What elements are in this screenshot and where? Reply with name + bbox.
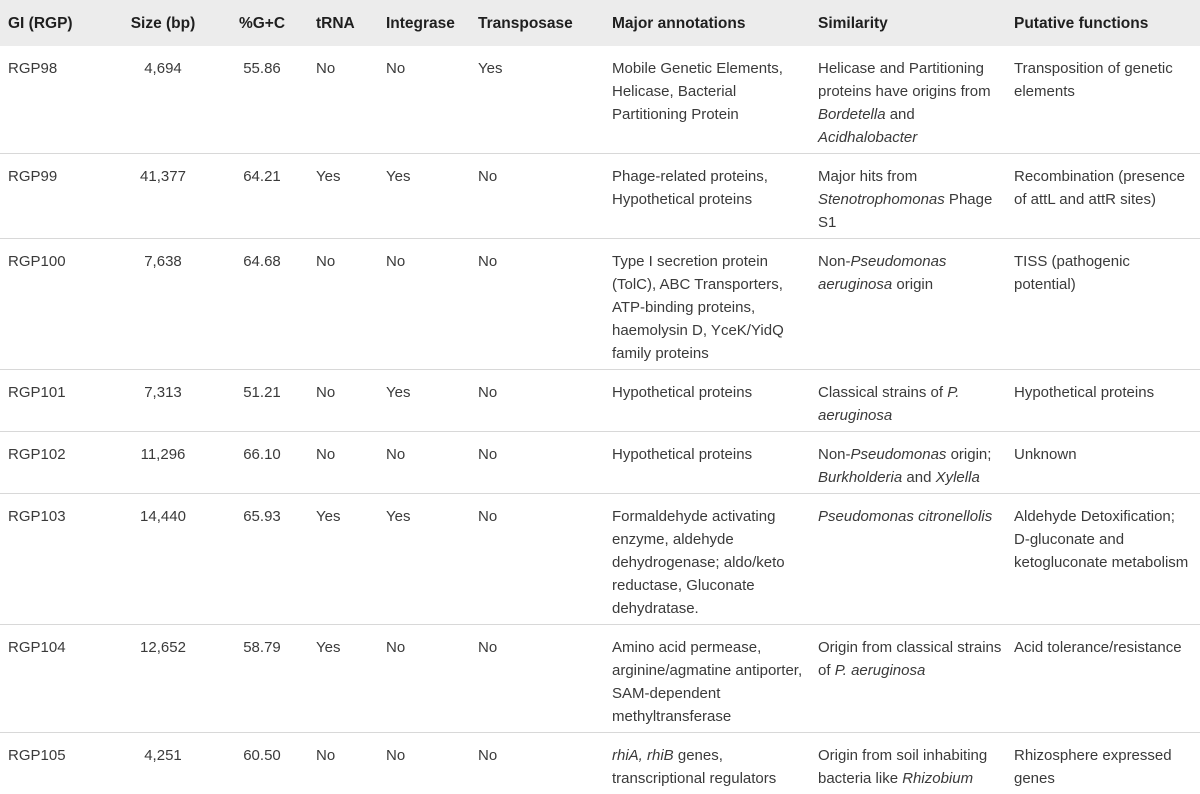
cell-gi: RGP100 [0, 239, 112, 370]
cell-gi: RGP105 [0, 733, 112, 794]
cell-annotations: Phage-related proteins, Hypothetical proteins [606, 154, 812, 239]
cell-gi: RGP104 [0, 625, 112, 733]
cell-trna: No [310, 733, 380, 794]
header-integrase: Integrase [380, 0, 472, 46]
cell-similarity: Origin from classical strains of P. aeruginosa [812, 625, 1008, 733]
table-row [0, 370, 1200, 432]
cell-similarity: Classical strains of P. aeruginosa [812, 370, 1008, 432]
cell-annotations: Amino acid permease, arginine/agmatine antiporter, SAM-dependent methyltransferase [606, 625, 812, 733]
cell-gc: 64.21 [214, 154, 310, 239]
cell-functions: Aldehyde Detoxification; D-gluconate and ketogluconate metabolism [1008, 494, 1200, 625]
cell-gc: 65.93 [214, 494, 310, 625]
cell-transposase: No [472, 625, 606, 733]
cell-similarity: Non-Pseudomonas aeruginosa origin [812, 239, 1008, 370]
cell-size: 4,251 [112, 733, 214, 794]
cell-gc: 66.10 [214, 432, 310, 494]
cell-gc: 58.79 [214, 625, 310, 733]
cell-gi: RGP103 [0, 494, 112, 625]
cell-gc: 51.21 [214, 370, 310, 432]
cell-trna: No [310, 46, 380, 154]
cell-similarity: Helicase and Partitioning proteins have origins from Bordetella and Acidhalobacter [812, 46, 1008, 154]
cell-trna: Yes [310, 494, 380, 625]
cell-integrase: No [380, 239, 472, 370]
header-similarity: Similarity [812, 0, 1008, 46]
cell-gi: RGP102 [0, 432, 112, 494]
header-functions: Putative functions [1008, 0, 1200, 46]
table-row [0, 733, 1200, 794]
cell-trna: No [310, 370, 380, 432]
cell-gi: RGP98 [0, 46, 112, 154]
cell-integrase: No [380, 432, 472, 494]
cell-size: 14,440 [112, 494, 214, 625]
cell-functions: Transposition of genetic elements [1008, 46, 1200, 154]
cell-integrase: No [380, 625, 472, 733]
cell-trna: Yes [310, 625, 380, 733]
cell-annotations: Type I secretion protein (TolC), ABC Transporters, ATP-binding proteins, haemolysin D, YceK/YidQ family proteins [606, 239, 812, 370]
cell-size: 4,694 [112, 46, 214, 154]
cell-annotations: Hypothetical proteins [606, 432, 812, 494]
header-gc: %G+C [214, 0, 310, 46]
header-annotations: Major annotations [606, 0, 812, 46]
cell-transposase: No [472, 432, 606, 494]
cell-functions: Hypothetical proteins [1008, 370, 1200, 432]
cell-functions: Acid tolerance/resistance [1008, 625, 1200, 733]
cell-functions: TISS (pathogenic potential) [1008, 239, 1200, 370]
cell-functions: Recombination (presence of attL and attR sites) [1008, 154, 1200, 239]
table-row [0, 154, 1200, 239]
cell-gi: RGP99 [0, 154, 112, 239]
cell-annotations: rhiA, rhiB genes, transcriptional regulators [606, 733, 812, 794]
cell-gc: 55.86 [214, 46, 310, 154]
table-row [0, 432, 1200, 494]
header-size: Size (bp) [112, 0, 214, 46]
cell-trna: Yes [310, 154, 380, 239]
cell-transposase: No [472, 494, 606, 625]
cell-integrase: No [380, 733, 472, 794]
cell-annotations: Hypothetical proteins [606, 370, 812, 432]
cell-size: 41,377 [112, 154, 214, 239]
cell-transposase: No [472, 733, 606, 794]
cell-functions: Rhizosphere expressed genes [1008, 733, 1200, 794]
cell-similarity: Pseudomonas citronellolis [812, 494, 1008, 625]
cell-size: 11,296 [112, 432, 214, 494]
cell-gi: RGP101 [0, 370, 112, 432]
cell-integrase: Yes [380, 370, 472, 432]
cell-transposase: No [472, 239, 606, 370]
header-trna: tRNA [310, 0, 380, 46]
cell-annotations: Formaldehyde activating enzyme, aldehyde dehydrogenase; aldo/keto reductase, Gluconate dehydratase. [606, 494, 812, 625]
cell-integrase: Yes [380, 154, 472, 239]
cell-gc: 60.50 [214, 733, 310, 794]
cell-similarity: Major hits from Stenotrophomonas Phage S1 [812, 154, 1008, 239]
cell-size: 7,313 [112, 370, 214, 432]
cell-transposase: No [472, 154, 606, 239]
table-row [0, 239, 1200, 370]
table-row [0, 494, 1200, 625]
cell-integrase: No [380, 46, 472, 154]
cell-similarity: Origin from soil inhabiting bacteria like Rhizobium [812, 733, 1008, 794]
cell-annotations: Mobile Genetic Elements, Helicase, Bacterial Partitioning Protein [606, 46, 812, 154]
header-gi: GI (RGP) [0, 0, 112, 46]
cell-gc: 64.68 [214, 239, 310, 370]
cell-transposase: Yes [472, 46, 606, 154]
cell-trna: No [310, 432, 380, 494]
cell-size: 7,638 [112, 239, 214, 370]
cell-similarity: Non-Pseudomonas origin; Burkholderia and Xylella [812, 432, 1008, 494]
cell-size: 12,652 [112, 625, 214, 733]
header-row [0, 0, 1200, 46]
table-row [0, 46, 1200, 154]
cell-trna: No [310, 239, 380, 370]
table-row [0, 625, 1200, 733]
cell-transposase: No [472, 370, 606, 432]
cell-integrase: Yes [380, 494, 472, 625]
cell-functions: Unknown [1008, 432, 1200, 494]
header-transposase: Transposase [472, 0, 606, 46]
